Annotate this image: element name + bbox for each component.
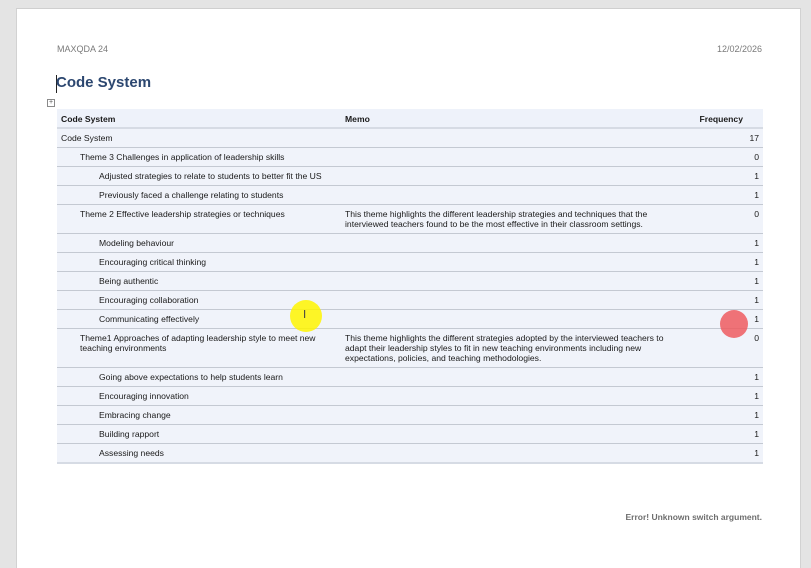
table-row	[57, 253, 763, 272]
frequency-cell[interactable]: 1	[691, 272, 763, 291]
code-cell[interactable]: Going above expectations to help students learn	[57, 368, 341, 387]
frequency-cell[interactable]: 0	[691, 205, 763, 234]
memo-cell[interactable]	[341, 368, 691, 387]
column-header-code-system: Code System	[57, 109, 341, 128]
frequency-cell[interactable]: 0	[691, 329, 763, 368]
header-app-name: MAXQDA 24	[57, 44, 109, 54]
frequency-cell[interactable]: 1	[691, 368, 763, 387]
code-cell[interactable]: Encouraging collaboration	[57, 291, 341, 310]
table-row	[57, 148, 763, 167]
column-header-frequency: Frequency	[691, 109, 763, 128]
frequency-cell[interactable]: 1	[691, 291, 763, 310]
memo-cell[interactable]	[341, 291, 691, 310]
document-page	[16, 8, 801, 568]
code-cell[interactable]: Encouraging innovation	[57, 387, 341, 406]
table-row	[57, 387, 763, 406]
code-cell[interactable]: Building rapport	[57, 425, 341, 444]
table-row	[57, 205, 763, 234]
table-row	[57, 186, 763, 205]
memo-cell[interactable]	[341, 186, 691, 205]
memo-cell[interactable]	[341, 406, 691, 425]
memo-cell[interactable]	[341, 272, 691, 291]
memo-cell[interactable]: This theme highlights the different leadership strategies and techniques that the interviewed teachers found to be the most effective in their classroom settings.	[341, 205, 691, 234]
table-move-handle-icon[interactable]: +	[48, 99, 54, 106]
memo-cell[interactable]	[341, 234, 691, 253]
frequency-cell[interactable]: 1	[691, 253, 763, 272]
code-cell[interactable]: Being authentic	[57, 272, 341, 291]
code-cell[interactable]: Modeling behaviour	[57, 234, 341, 253]
table-row	[57, 425, 763, 444]
table-row	[57, 128, 763, 148]
memo-cell[interactable]	[341, 387, 691, 406]
memo-cell[interactable]: This theme highlights the different strategies adopted by the interviewed teachers to adapt their leadership styles to fit in new teaching environments including new expectations, policies, and teaching methodologies.	[341, 329, 691, 368]
page-title[interactable]: Code System	[56, 74, 152, 91]
table-header-row	[57, 109, 763, 128]
header-date: 12/02/2026	[716, 44, 762, 54]
code-cell[interactable]: Theme1 Approaches of adapting leadership style to meet new teaching environments	[57, 329, 341, 368]
memo-cell[interactable]	[341, 444, 691, 464]
frequency-cell[interactable]: 1	[691, 234, 763, 253]
code-cell[interactable]: Code System	[57, 128, 341, 148]
table-row	[57, 234, 763, 253]
table-row	[57, 329, 763, 368]
frequency-cell[interactable]: 1	[691, 406, 763, 425]
table-row	[57, 444, 763, 464]
memo-cell[interactable]	[341, 167, 691, 186]
memo-cell[interactable]	[341, 148, 691, 167]
memo-cell[interactable]	[341, 128, 691, 148]
frequency-cell[interactable]: 1	[691, 167, 763, 186]
frequency-cell[interactable]: 0	[691, 148, 763, 167]
text-cursor-icon: I	[303, 308, 307, 321]
footer-error-text: Error! Unknown switch argument.	[625, 512, 762, 522]
memo-cell[interactable]	[341, 310, 691, 329]
code-cell[interactable]: Adjusted strategies to relate to students to better fit the US	[57, 167, 341, 186]
frequency-cell[interactable]: 1	[691, 186, 763, 205]
code-cell[interactable]: Communicating effectively	[57, 310, 341, 329]
table-row	[57, 310, 763, 329]
table-row	[57, 368, 763, 387]
frequency-cell[interactable]: 1	[691, 387, 763, 406]
frequency-cell[interactable]: 1	[691, 310, 763, 329]
table-row	[57, 291, 763, 310]
column-header-memo: Memo	[341, 109, 691, 128]
code-cell[interactable]: Previously faced a challenge relating to students	[57, 186, 341, 205]
table-row	[57, 406, 763, 425]
memo-cell[interactable]	[341, 425, 691, 444]
table-row	[57, 167, 763, 186]
table-row	[57, 272, 763, 291]
code-cell[interactable]: Theme 3 Challenges in application of leadership skills	[57, 148, 341, 167]
frequency-cell[interactable]: 1	[691, 444, 763, 464]
click-marker	[720, 310, 748, 338]
code-cell[interactable]: Embracing change	[57, 406, 341, 425]
code-system-table	[57, 109, 763, 464]
frequency-cell[interactable]: 1	[691, 425, 763, 444]
code-cell[interactable]: Assessing needs	[57, 444, 341, 464]
frequency-cell[interactable]: 17	[691, 128, 763, 148]
code-cell[interactable]: Theme 2 Effective leadership strategies or techniques	[57, 205, 341, 234]
code-cell[interactable]: Encouraging critical thinking	[57, 253, 341, 272]
memo-cell[interactable]	[341, 253, 691, 272]
